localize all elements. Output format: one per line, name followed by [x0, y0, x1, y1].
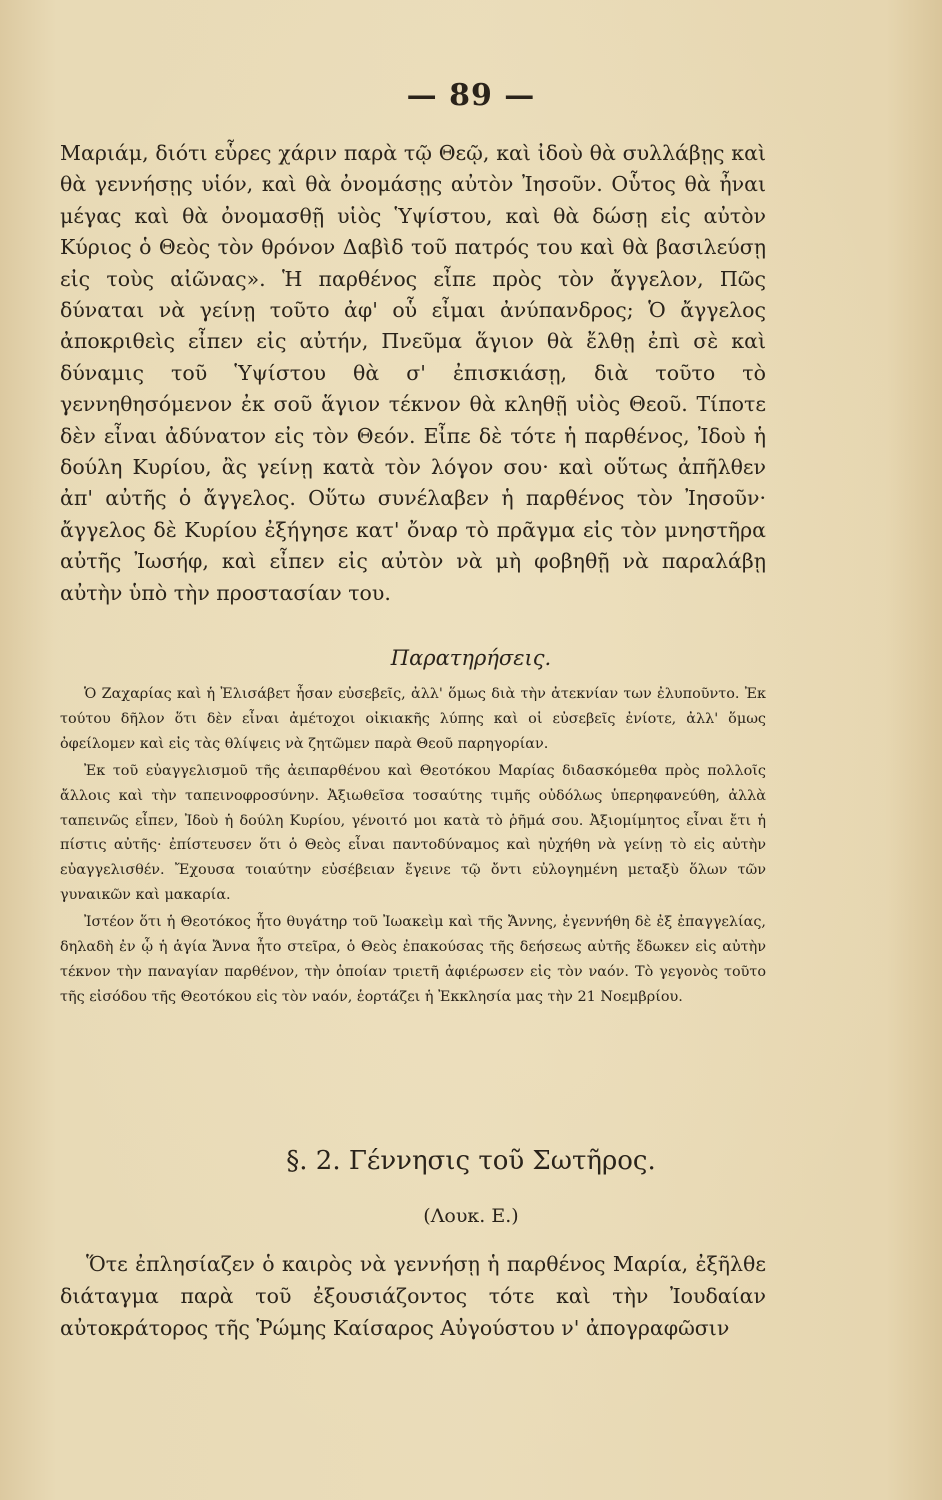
section-reference: (Λουκ. Ε.)	[423, 1205, 519, 1227]
main-text-paragraph: Μαριάμ, διότι εὗρες χάριν παρὰ τῷ Θεῷ, καὶ ἰδοὺ θὰ συλλάβῃς καὶ θὰ γεννήσῃς υἱόν, καὶ θὰ ὀνομάσῃς αὐτὸν Ἰησοῦν. Οὗτος θὰ ἦναι μέγας καὶ θὰ ὀνομασθῇ υἱὸς Ὑψίστου, καὶ θὰ δώσῃ εἰς αὐτὸν Κύριος ὁ Θεὸς τὸν θρόνον Δαβὶδ τοῦ πατρός του καὶ θὰ βασιλεύσῃ εἰς τοὺς αἰῶνας». Ἡ παρθένος εἶπε πρὸς τὸν ἄγγελον, Πῶς δύναται νὰ γείνῃ τοῦτο ἀφ' οὗ εἶμαι ἀνύπανδρος; Ὁ ἄγγελος ἀποκριθεὶς εἶπεν εἰς αὐτήν, Πνεῦμα ἅγιον θὰ ἔλθῃ ἐπὶ σὲ καὶ δύναμις τοῦ Ὑψίστου θὰ σ' ἐπισκιάσῃ, διὰ τοῦτο τὸ γεννηθησόμενον ἐκ σοῦ ἅγιον τέκνον θὰ κληθῇ υἱὸς Θεοῦ. Τίποτε δὲν εἶναι ἀδύνατον εἰς τὸν Θεόν. Εἶπε δὲ τότε ἡ παρθένος, Ἰδοὺ ἡ δούλη Κυρίου, ἂς γείνῃ κατὰ τὸν λόγον σου· καὶ οὕτως ἀπῆλθεν ἀπ' αὐτῆς ὁ ἄγγελος. Οὕτω συνέλαβεν ἡ παρθένος τὸν Ἰησοῦν· ἄγγελος δὲ Κυρίου ἐξήγησε κατ' ὄναρ τὸ πρᾶγμα εἰς τὸν μνηστῆρα αὐτῆς Ἰωσήφ, καὶ εἶπεν εἰς αὐτὸν νὰ μὴ φοβηθῇ νὰ παραλάβῃ αὐτὴν ὑπὸ τὴν προστασίαν του.	[60, 141, 766, 605]
note-paragraph: Ὁ Ζαχαρίας καὶ ἡ Ἐλισάβετ ἦσαν εὐσεβεῖς, ἀλλ' ὅμως διὰ τὴν ἀτεκνίαν των ἐλυποῦντο. Ἐκ τούτου δῆλον ὅτι δὲν εἶναι ἀμέτοχοι οἰκιακῆς λύπης καὶ οἱ εὐσεβεῖς ἐνίοτε, ἀλλ' ὅμως ὀφείλομεν καὶ εἰς τὰς θλίψεις νὰ ζητῶμεν παρὰ Θεοῦ παρηγορίαν.	[60, 686, 766, 752]
page-number: — 89 —	[406, 78, 536, 113]
notes-heading: Παρατηρήσεις.	[390, 646, 552, 670]
section-title: §. 2. Γέννησις τοῦ Σωτῆρος.	[286, 1146, 656, 1176]
note-paragraph: Ἐκ τοῦ εὐαγγελισμοῦ τῆς ἀειπαρθένου καὶ Θεοτόκου Μαρίας διδασκόμεθα πρὸς πολλοῖς ἄλλοις καὶ τὴν ταπεινοφροσύνην. Ἀξιωθεῖσα τοσαύτης τιμῆς οὐδόλως ὑπερηφανεύθη, ἀλλὰ ταπεινῶς εἶπεν, Ἰδοὺ ἡ δούλη Κυρίου, γένοιτό μοι κατὰ τὸ ῥῆμά σου. Ἀξιομίμητος εἶναι ἔτι ἡ πίστις αὐτῆς· ἐπίστευσεν ὅτι ὁ Θεὸς εἶναι παντοδύναμος καὶ ηὐχήθη νὰ γείνῃ τὸ εἰς αὐτὴν εὐαγγελισθέν. Ἔχουσα τοιαύτην εὐσέβειαν ἔγεινε τῷ ὄντι εὐλογημένη μεταξὺ ὅλων τῶν γυναικῶν καὶ μακαρία.	[60, 762, 766, 904]
notes-section	[60, 682, 766, 1010]
section-text-paragraph: Ὅτε ἐπλησίαζεν ὁ καιρὸς νὰ γεννήσῃ ἡ παρθένος Μαρία, ἐξῆλθε διάταγμα παρὰ τοῦ ἐξουσιάζοντος τότε καὶ τὴν Ἰουδαίαν αὐτοκράτορος τῆς Ῥώμης Καίσαρος Αὐγούστου ν' ἀπογραφῶσιν	[60, 1252, 766, 1340]
note-paragraph: Ἰστέον ὅτι ἡ Θεοτόκος ἦτο θυγάτηρ τοῦ Ἰωακεὶμ καὶ τῆς Ἄννης, ἐγεννήθη δὲ ἐξ ἐπαγγελίας, δηλαδὴ ἐν ᾧ ἡ ἁγία Ἄννα ἦτο στεῖρα, ὁ Θεὸς ἐπακούσας τῆς δεήσεως αὐτῆς ἔδωκεν εἰς αὐτὴν τέκνον τὴν παναγίαν παρθένον, τὴν ὁποίαν τριετῆ ἀφιέρωσεν εἰς τὸν ναόν. Τὸ γεγονὸς τοῦτο τῆς εἰσόδου τῆς Θεοτόκου εἰς τὸν ναόν, ἑορτάζει ἡ Ἐκκλησία μας τὴν 21 Νοεμβρίου.	[60, 914, 766, 1005]
